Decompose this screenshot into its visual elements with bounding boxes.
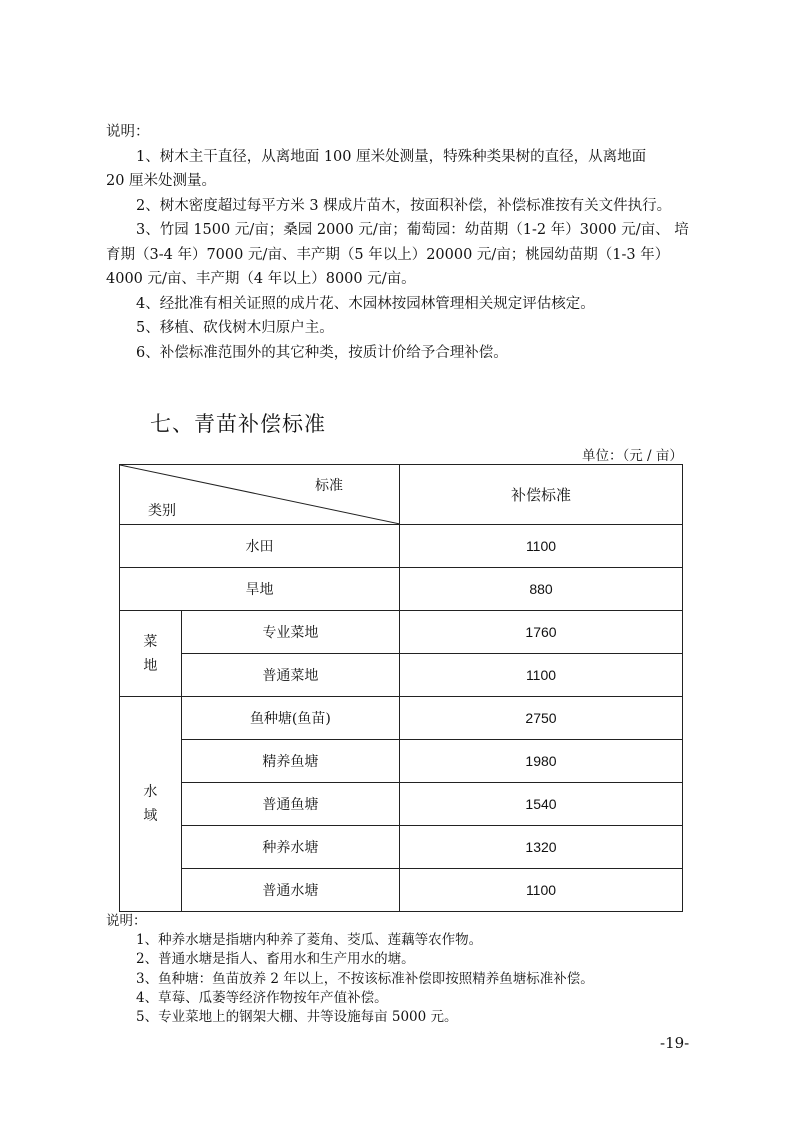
group-veg-label: 菜地 <box>143 633 158 674</box>
note-line: 5、专业菜地上的钢架大棚、井等设施每亩 5000 元。 <box>136 1009 458 1026</box>
group-veg <box>120 611 182 697</box>
note-line: 3、竹园 1500 元/亩；桑园 2000 元/亩；葡萄园：幼苗期（1-2 年）3000 元/亩、 培 <box>136 222 689 238</box>
note-line: 2、普通水塘是指人、畜用水和生产用水的塘。 <box>136 951 415 968</box>
row-value: 1100 <box>400 869 683 912</box>
diagonal-header-cell <box>120 465 400 525</box>
table-row <box>120 568 683 611</box>
row-label: 水田 <box>120 525 400 568</box>
notes-top <box>106 120 706 365</box>
group-water-label: 水域 <box>143 784 158 824</box>
page-number: -19- <box>660 1034 690 1052</box>
row-value: 1100 <box>400 525 683 568</box>
row-value: 880 <box>400 568 683 611</box>
header-category: 类别 <box>148 503 176 519</box>
note-line: 6、补偿标准范围外的其它种类，按质计价给予合理补偿。 <box>136 344 508 361</box>
row-value: 1980 <box>400 740 683 783</box>
notes-bottom-title: 说明： <box>106 913 147 929</box>
row-label: 普通鱼塘 <box>181 783 399 826</box>
table-row <box>120 740 683 783</box>
header-standard: 标准 <box>315 478 343 494</box>
note-line: 1、种养水塘是指塘内种养了菱角、茭瓜、莲藕等农作物。 <box>136 932 483 949</box>
row-label: 普通菜地 <box>181 654 399 697</box>
compensation-table <box>119 464 683 912</box>
row-value: 1540 <box>400 783 683 826</box>
table-header-row <box>120 465 683 525</box>
note-line: 2、树木密度超过每平方米 3 棵成片苗木，按面积补偿，补偿标准按有关文件执行。 <box>136 197 672 214</box>
table-row <box>120 654 683 697</box>
row-label: 种养水塘 <box>181 826 399 869</box>
row-value: 1320 <box>400 826 683 869</box>
note-line: 4、经批准有相关证照的成片花、木园林按园林管理相关规定评估核定。 <box>136 295 595 312</box>
table-row <box>120 826 683 869</box>
row-label: 专业菜地 <box>181 611 399 654</box>
table-row <box>120 697 683 740</box>
row-value: 1100 <box>400 654 683 697</box>
unit-label: 单位：（元 / 亩） <box>582 448 683 464</box>
note-line: 育期（3-4 年）7000 元/亩、丰产期（5 年以上）20000 元/亩；桃园幼苗期（1-3 年） <box>106 246 670 263</box>
row-value: 1760 <box>400 611 683 654</box>
row-label: 普通水塘 <box>181 869 399 912</box>
row-value: 2750 <box>400 697 683 740</box>
group-water <box>120 697 182 912</box>
note-line: 1、树木主干直径，从离地面 100 厘米处测量，特殊种类果树的直径，从离地面 <box>136 148 647 165</box>
note-line: 4000 元/亩、丰产期（4 年以上）8000 元/亩。 <box>106 271 416 287</box>
row-label: 鱼种塘(鱼苗) <box>181 697 399 740</box>
note-line: 5、移植、砍伐树木归原户主。 <box>136 320 334 336</box>
note-line: 4、草莓、瓜萎等经济作物按年产值补偿。 <box>136 989 388 1006</box>
row-label: 精养鱼塘 <box>181 740 399 783</box>
header-compensation: 补偿标准 <box>400 465 683 525</box>
section-title: 七、青苗补偿标准 <box>150 412 326 436</box>
notes-top-title: 说明： <box>106 124 150 140</box>
notes-bottom <box>106 912 706 1027</box>
table-row <box>120 525 683 568</box>
table-row <box>120 869 683 912</box>
note-line: 20 厘米处测量。 <box>106 173 217 189</box>
table-row <box>120 783 683 826</box>
note-line: 3、鱼种塘：鱼苗放养 2 年以上，不按该标准补偿即按照精养鱼塘标准补偿。 <box>136 970 594 987</box>
row-label: 旱地 <box>120 568 400 611</box>
table-row <box>120 611 683 654</box>
